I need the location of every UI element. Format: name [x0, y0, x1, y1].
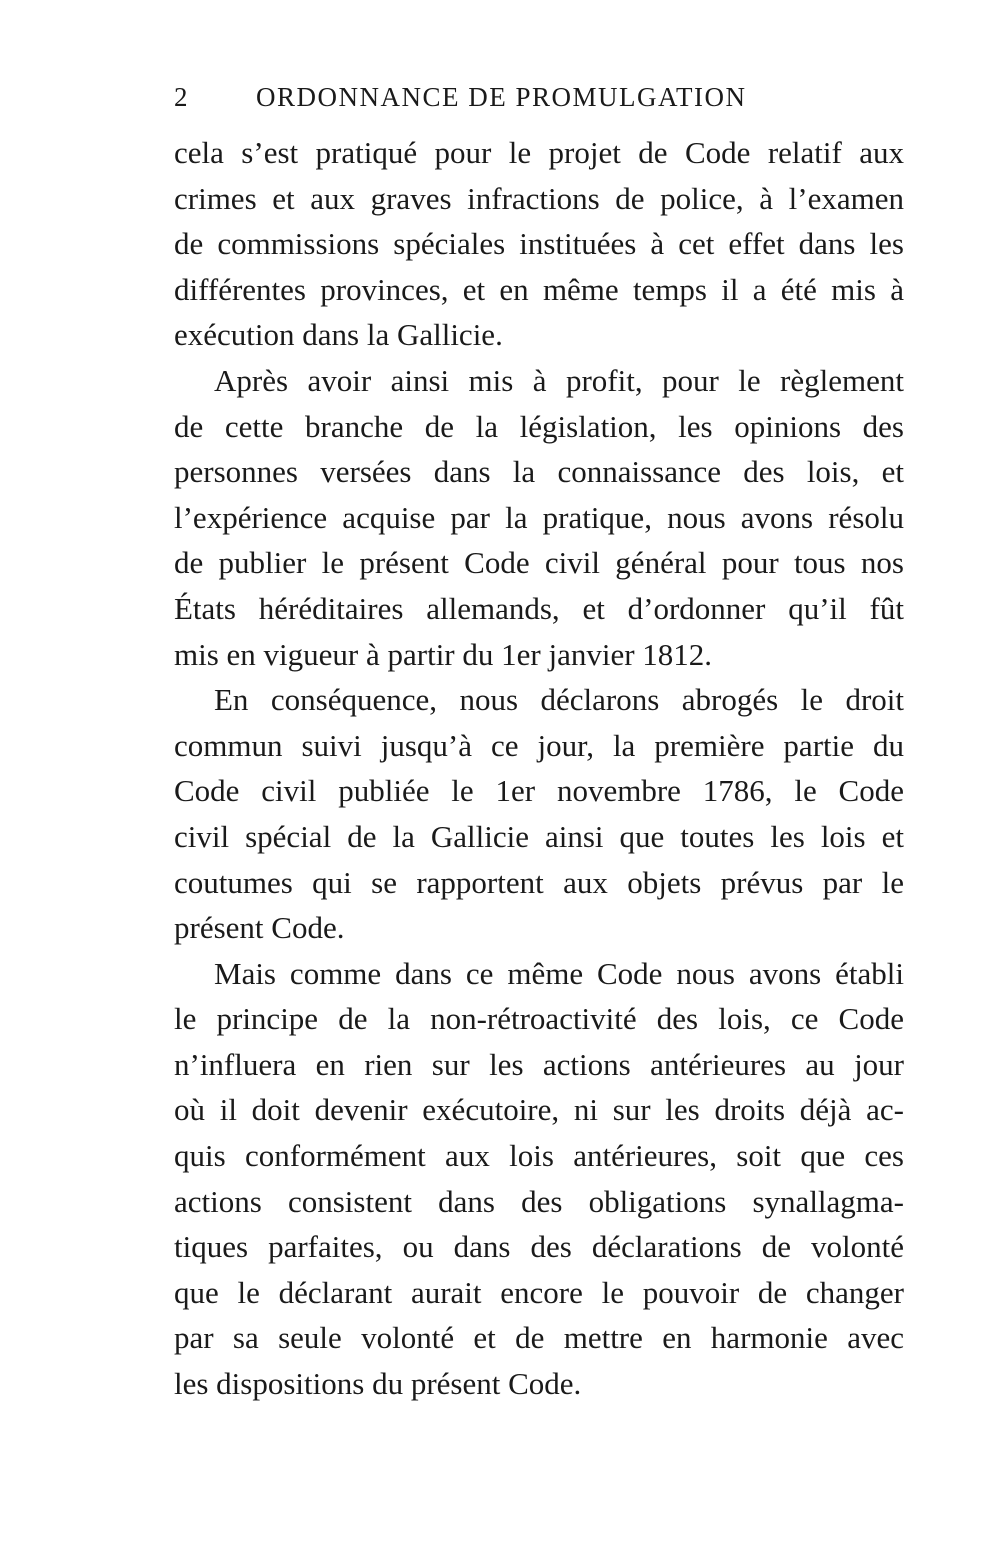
text-line: de cette branche de la législation, les opinions des	[174, 408, 904, 444]
running-head-title: ORDONNANCE DE PROMULGATION	[256, 82, 747, 112]
text-line: cela s’est pratiqué pour le projet de Code relatif aux	[174, 135, 904, 170]
text-line: personnes versées dans la connaissance des lois, et	[174, 454, 904, 490]
text-line: l’expérience acquise par la pratique, nous avons résolu	[174, 499, 904, 535]
text-line: que le déclarant aurait encore le pouvoir de changer	[174, 1274, 904, 1310]
text-line: où il doit devenir exécutoire, ni sur les droits déjà ac-	[174, 1092, 904, 1128]
text-line: par sa seule volonté et de mettre en harmonie avec	[174, 1320, 904, 1356]
text-line: exécution dans la Gallicie.	[174, 317, 503, 353]
text-line: présent Code.	[174, 910, 345, 946]
text-line: mis en vigueur à partir du 1er janvier 1812.	[174, 636, 713, 672]
text-line: le principe de la non-rétroactivité des lois, ce Code	[174, 1001, 904, 1037]
body-text	[174, 130, 904, 1407]
text-line: États héréditaires allemands, et d’ordonner qu’il fût	[174, 590, 904, 626]
text-line: civil spécial de la Gallicie ainsi que toutes les lois et	[174, 818, 904, 854]
text-line: quis conformément aux lois antérieures, soit que ces	[174, 1138, 904, 1174]
text-line: les dispositions du présent Code.	[174, 1366, 582, 1402]
text-line: différentes provinces, et en même temps il a été mis à	[174, 271, 904, 307]
page-number: 2	[174, 82, 189, 112]
text-line: de publier le présent Code civil général pour tous nos	[174, 545, 904, 581]
text-line: Mais comme dans ce même Code nous avons établi	[214, 955, 904, 991]
text-line: Après avoir ainsi mis à profit, pour le règlement	[214, 362, 904, 398]
running-head	[174, 82, 904, 122]
text-line: actions consistent dans des obligations synallagma-	[174, 1183, 904, 1219]
text-line: coutumes qui se rapportent aux objets prévus par le	[174, 864, 904, 900]
text-line: de commissions spéciales instituées à cet effet dans les	[174, 226, 904, 262]
text-line: commun suivi jusqu’à ce jour, la première partie du	[174, 727, 904, 763]
text-line: n’influera en rien sur les actions antérieures au jour	[174, 1046, 904, 1082]
text-line: tiques parfaites, ou dans des déclarations de volonté	[174, 1229, 904, 1265]
text-line: Code civil publiée le 1er novembre 1786, le Code	[174, 773, 904, 809]
text-line: crimes et aux graves infractions de police, à l’examen	[174, 180, 904, 216]
text-line: En conséquence, nous déclarons abrogés le droit	[214, 682, 904, 718]
